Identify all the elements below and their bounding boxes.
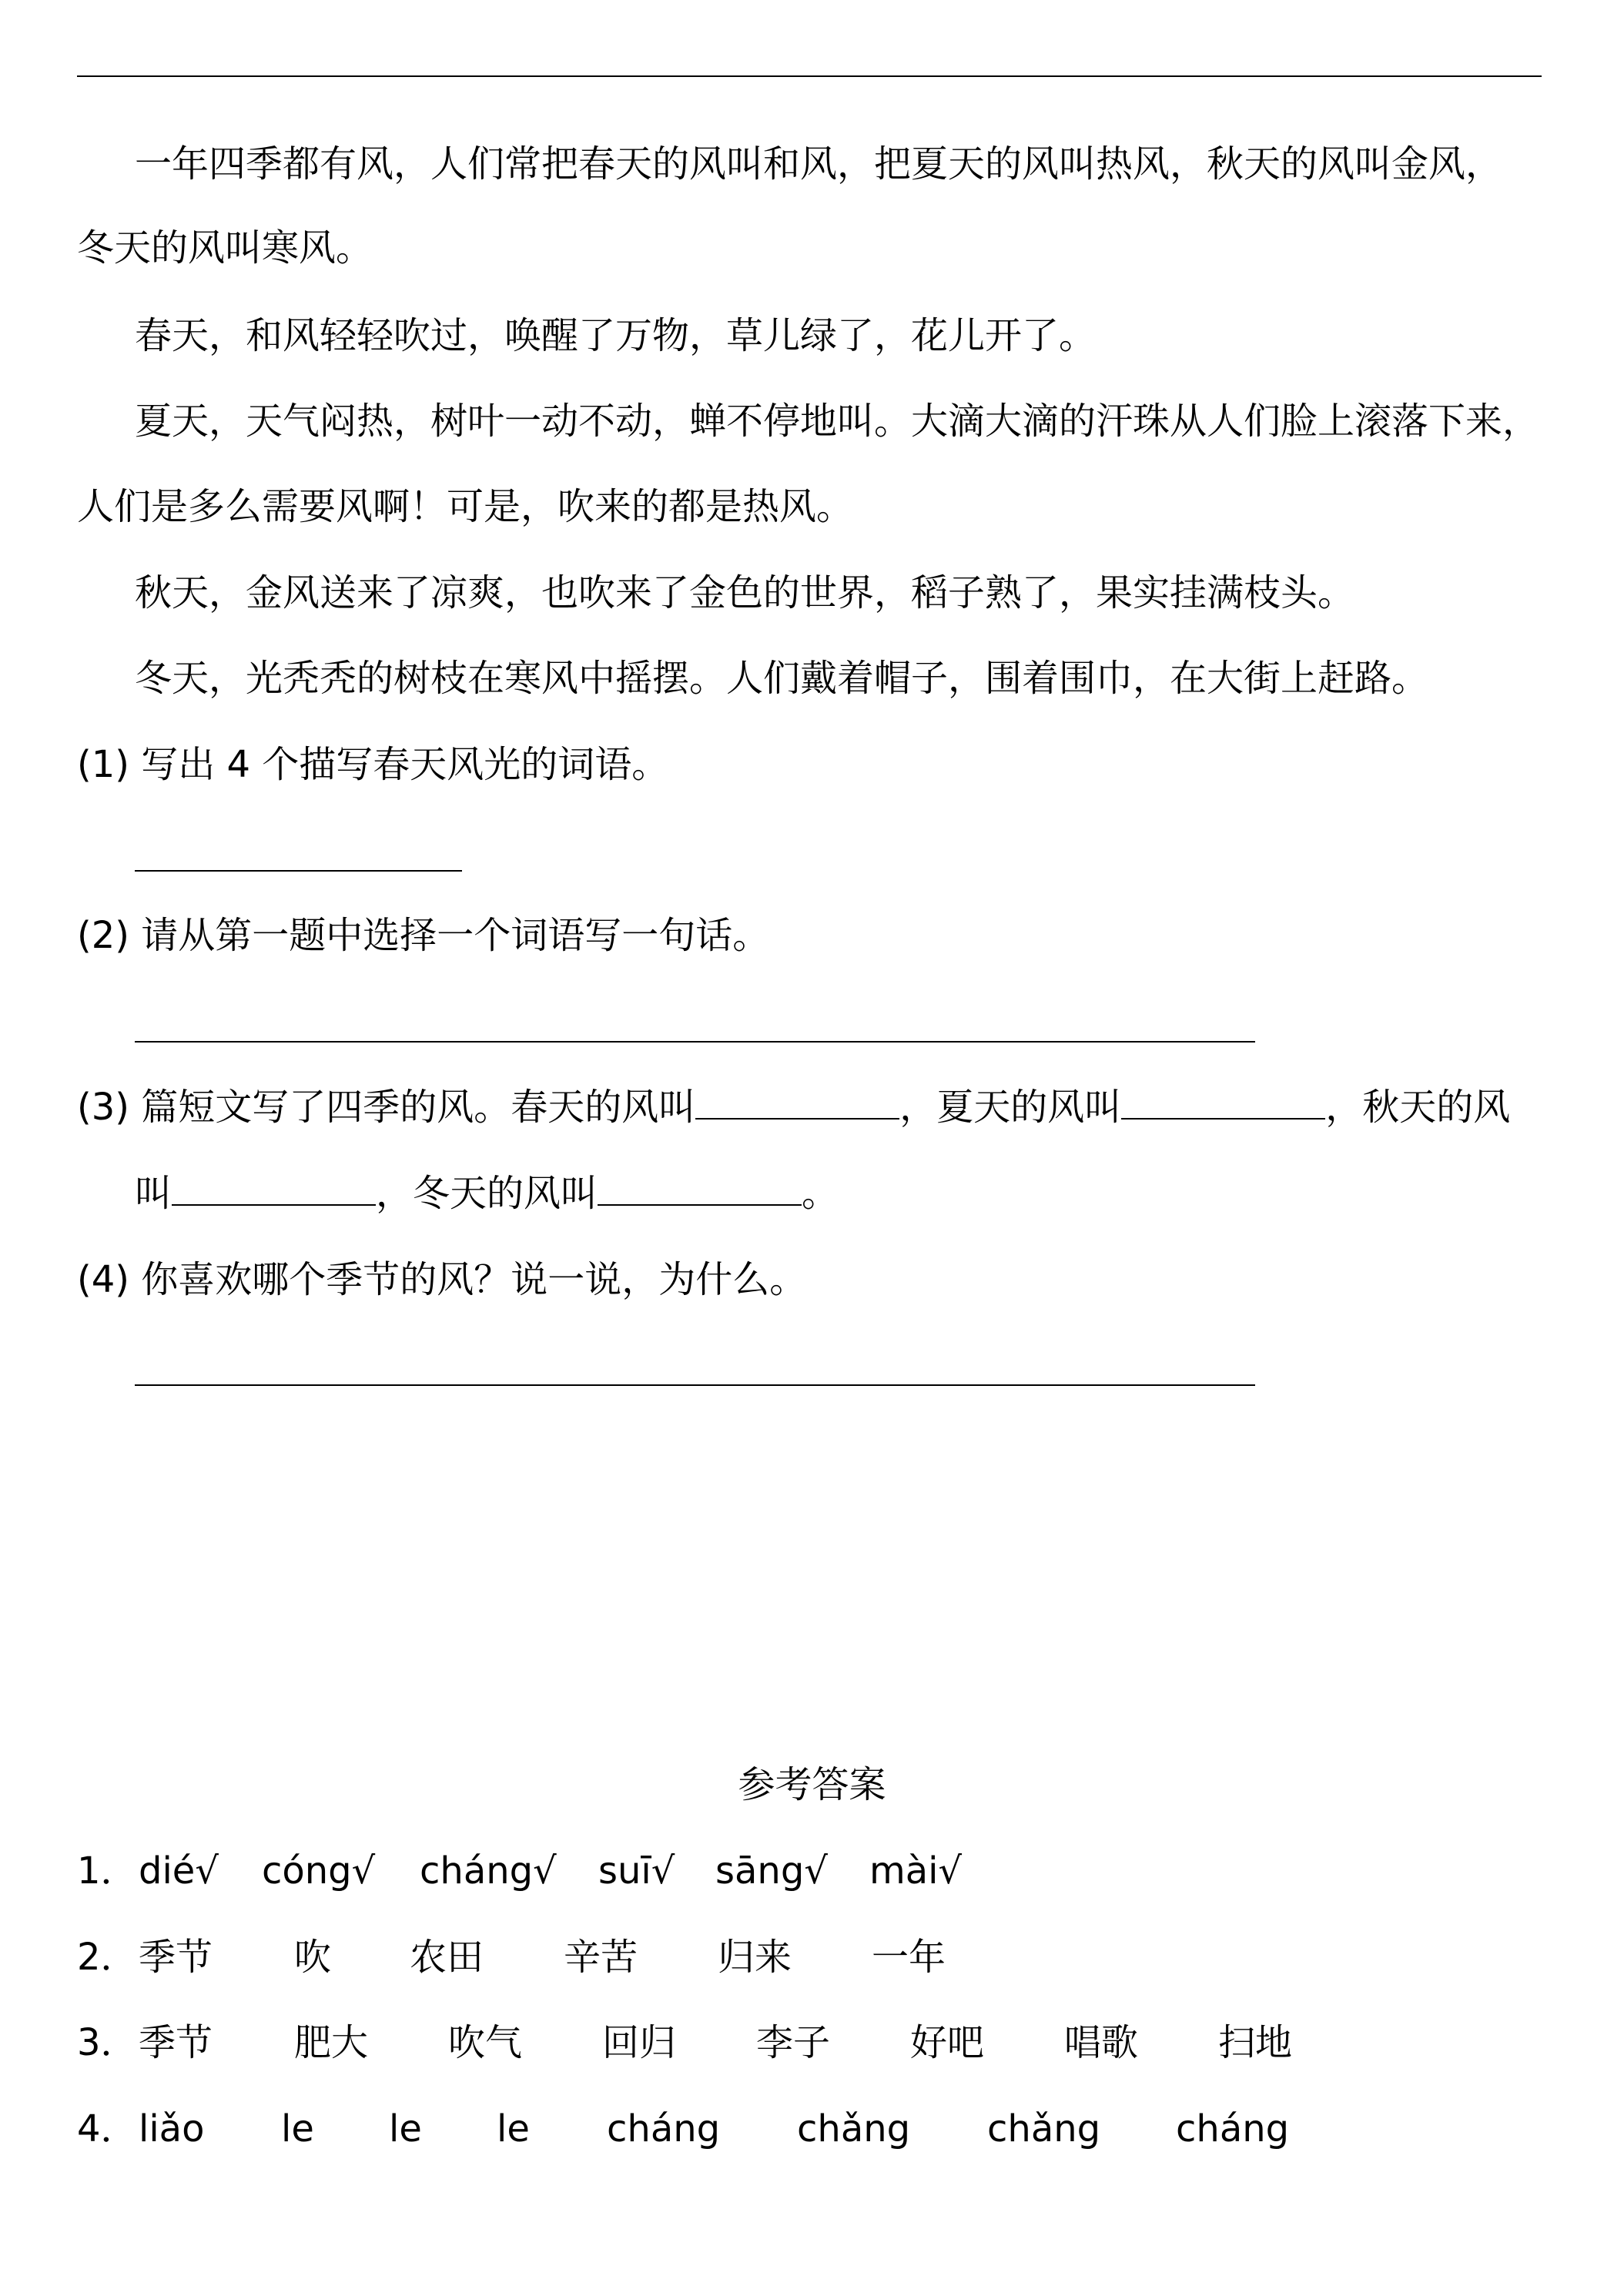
question-2: (2) 请从第一题中选择一个词语写一句话。 bbox=[77, 914, 770, 957]
winter-wind-blank[interactable] bbox=[598, 1170, 802, 1206]
answer-key-title: 参考答案 bbox=[738, 1763, 886, 1806]
question-3-text-f: 。 bbox=[802, 1172, 839, 1215]
answer-item: liǎo bbox=[139, 2107, 205, 2150]
question-3-line-2 bbox=[135, 1170, 839, 1217]
question-4: (4) 你喜欢哪个季节的风？说一说，为什么。 bbox=[77, 1258, 807, 1301]
answer-item: cháng bbox=[607, 2107, 721, 2150]
answer-item: 归来 bbox=[718, 1936, 792, 1979]
answer-item: 吹气 bbox=[448, 2021, 523, 2064]
question-3-text-b: ，夏天的风叫 bbox=[899, 1086, 1122, 1129]
answer-item: 扫地 bbox=[1218, 2021, 1293, 2064]
answer-item: 李子 bbox=[756, 2021, 831, 2064]
answer-row-number: 4． bbox=[77, 2107, 138, 2150]
question-3-line-1 bbox=[77, 1084, 1510, 1130]
passage-paragraph-2: 春天，和风轻轻吹过，唤醒了万物，草儿绿了，花儿开了。 bbox=[135, 314, 1097, 357]
answer-item: 季节 bbox=[139, 1936, 213, 1979]
answer-item: chǎng bbox=[797, 2107, 911, 2150]
answer-item: 好吧 bbox=[910, 2021, 985, 2064]
answer-item: suī√ bbox=[598, 1849, 675, 1893]
answer-item: 农田 bbox=[410, 1936, 484, 1979]
question-1: (1) 写出 4 个描写春天风光的词语。 bbox=[77, 743, 669, 786]
answer-item: cóng√ bbox=[262, 1849, 376, 1893]
answer-item: cháng bbox=[1176, 2107, 1290, 2150]
passage-paragraph-3-line-1: 夏天，天气闷热，树叶一动不动，蝉不停地叫。大滴大滴的汗珠从人们脸上滚落下来， bbox=[135, 400, 1540, 443]
question-3-text-d: 叫 bbox=[135, 1172, 172, 1215]
question-3-text-a: (3) 篇短文写了四季的风。春天的风叫 bbox=[77, 1086, 696, 1129]
answer-row-3 bbox=[77, 2020, 1334, 2066]
answer-row-number: 3． bbox=[77, 2021, 138, 2064]
answer-item: 唱歌 bbox=[1064, 2021, 1139, 2064]
passage-paragraph-1-line-1: 一年四季都有风，人们常把春天的风叫和风，把夏天的风叫热风，秋天的风叫金风， bbox=[135, 142, 1503, 186]
answer-item: le bbox=[389, 2107, 422, 2150]
answer-row-4 bbox=[77, 2106, 1314, 2152]
answer-item: 一年 bbox=[872, 1936, 946, 1979]
autumn-wind-blank[interactable] bbox=[172, 1170, 376, 1206]
answer-item: 辛苦 bbox=[564, 1936, 638, 1979]
answer-item: 回归 bbox=[602, 2021, 677, 2064]
spring-wind-blank[interactable] bbox=[695, 1084, 899, 1120]
question-3-text-e: ，冬天的风叫 bbox=[376, 1172, 598, 1215]
passage-paragraph-1-line-2: 冬天的风叫寒风。 bbox=[77, 226, 373, 269]
header-rule bbox=[77, 75, 1542, 77]
passage-paragraph-3-line-2: 人们是多么需要风啊！可是，吹来的都是热风。 bbox=[77, 485, 854, 528]
answer-item: chǎng bbox=[987, 2107, 1101, 2150]
answer-item: le bbox=[281, 2107, 314, 2150]
question-4-answer-line[interactable] bbox=[135, 1384, 1255, 1386]
answer-item: 肥大 bbox=[294, 2021, 369, 2064]
answer-item: 季节 bbox=[139, 2021, 213, 2064]
question-3-text-c: ，秋天的风 bbox=[1325, 1086, 1511, 1129]
question-2-answer-line[interactable] bbox=[135, 1041, 1255, 1043]
answer-row-1 bbox=[77, 1848, 969, 1894]
answer-row-2 bbox=[77, 1934, 987, 1980]
answer-item: le bbox=[497, 2107, 530, 2150]
answer-item: sāng√ bbox=[715, 1849, 828, 1893]
answer-row-number: 2． bbox=[77, 1936, 138, 1979]
passage-paragraph-5: 冬天，光秃秃的树枝在寒风中摇摆。人们戴着帽子，围着围巾，在大街上赶路。 bbox=[135, 657, 1429, 700]
answer-item: mài√ bbox=[869, 1849, 963, 1893]
answer-item: dié√ bbox=[139, 1849, 219, 1893]
passage-paragraph-4: 秋天，金风送来了凉爽，也吹来了金色的世界，稻子熟了，果实挂满枝头。 bbox=[135, 571, 1355, 614]
answer-row-number: 1． bbox=[77, 1849, 138, 1893]
answer-item: cháng√ bbox=[420, 1849, 557, 1893]
summer-wind-blank[interactable] bbox=[1121, 1084, 1325, 1120]
answer-item: 吹 bbox=[294, 1936, 332, 1979]
question-1-answer-line[interactable] bbox=[135, 870, 462, 872]
